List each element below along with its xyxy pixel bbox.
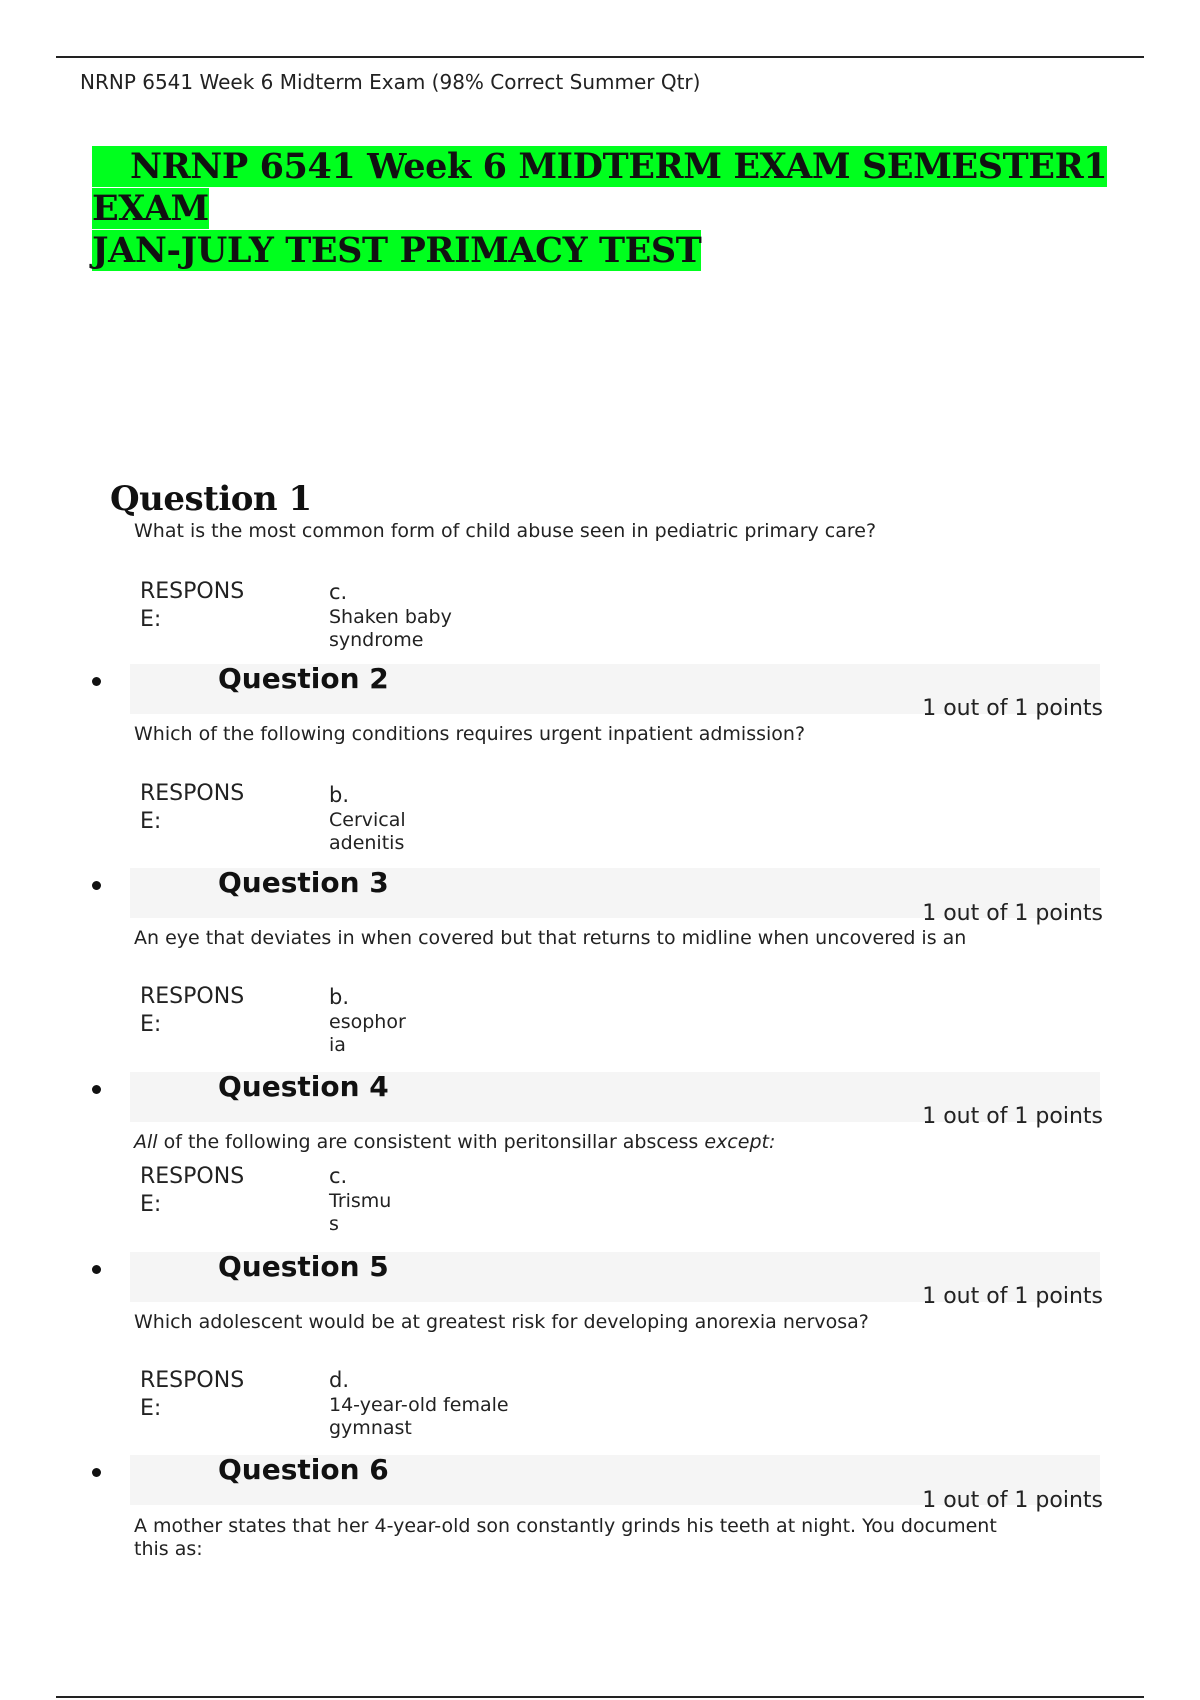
question-3-bullet: [92, 881, 101, 890]
question-6-prompt: A mother states that her 4-year-old son constantly grinds his teeth at night. You document this as:: [134, 1515, 997, 1560]
question-6-bullet: [92, 1468, 101, 1477]
question-3-prompt: An eye that deviates in when covered but that returns to midline when uncovered is an: [134, 927, 967, 949]
question-4-response-label: RESPONS E:: [140, 1164, 245, 1217]
question-1-heading: Question 1: [110, 479, 312, 519]
question-2-answer: b. Cervical adenitis: [329, 783, 406, 854]
question-2-points: 1 out of 1 points: [922, 696, 1103, 721]
question-1-response-label: RESPONS E:: [140, 579, 245, 632]
question-5-points: 1 out of 1 points: [922, 1284, 1103, 1309]
question-3-heading: Question 3: [218, 866, 389, 899]
question-5-heading: Question 5: [218, 1250, 389, 1283]
question-5-response-label: RESPONS E:: [140, 1368, 245, 1421]
title-line-2: JAN-JULY TEST PRIMACY TEST: [92, 230, 702, 271]
question-6-points: 1 out of 1 points: [922, 1488, 1103, 1513]
question-3-answer: b. esophor ia: [329, 985, 406, 1056]
question-4-answer: c. Trismu s: [329, 1164, 392, 1235]
question-3-points: 1 out of 1 points: [922, 901, 1103, 926]
bottom-rule: [56, 1696, 1144, 1698]
question-2-heading: Question 2: [218, 662, 389, 695]
question-1-answer: c. Shaken baby syndrome: [329, 580, 452, 651]
question-1-prompt: What is the most common form of child abuse seen in pediatric primary care?: [134, 520, 877, 542]
question-6-heading: Question 6: [218, 1453, 389, 1486]
question-5-prompt: Which adolescent would be at greatest risk for developing anorexia nervosa?: [134, 1311, 869, 1333]
question-5-answer: d. 14-year-old female gymnast: [329, 1368, 509, 1439]
question-4-prompt: All of the following are consistent with peritonsillar abscess except:: [134, 1131, 776, 1153]
question-4-heading: Question 4: [218, 1070, 389, 1103]
question-2-response-label: RESPONS E:: [140, 781, 245, 834]
question-5-bullet: [92, 1265, 101, 1274]
page-title: [92, 146, 1110, 272]
running-header: NRNP 6541 Week 6 Midterm Exam (98% Correct Summer Qtr): [80, 70, 701, 94]
top-rule: [56, 56, 1144, 58]
question-3-response-label: RESPONS E:: [140, 984, 245, 1037]
question-4-bullet: [92, 1085, 101, 1094]
question-4-points: 1 out of 1 points: [922, 1104, 1103, 1129]
question-2-bullet: [92, 677, 101, 686]
question-2-prompt: Which of the following conditions requires urgent inpatient admission?: [134, 723, 806, 745]
title-line-1: NRNP 6541 Week 6 MIDTERM EXAM SEMESTER1 EXAM: [92, 146, 1108, 229]
